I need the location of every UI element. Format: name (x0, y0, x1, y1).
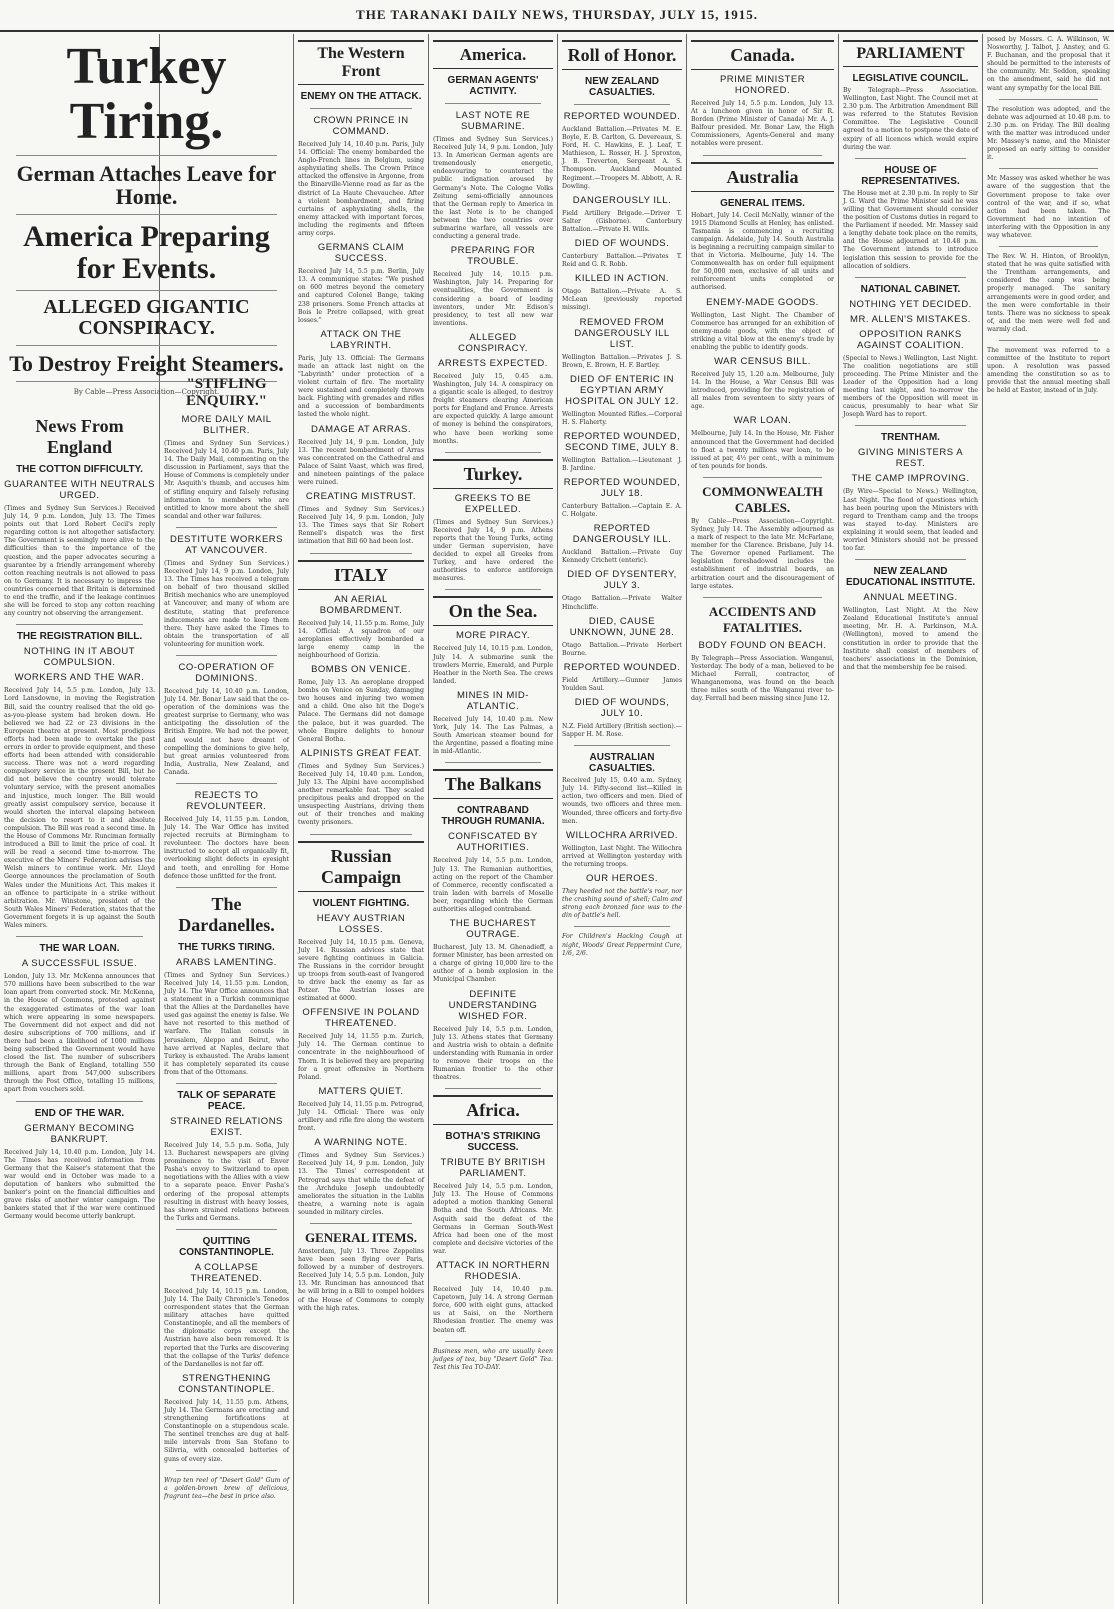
subhead: GREEKS TO BE EXPELLED. (454, 492, 532, 515)
subhead: ALLEGED CONSPIRACY. (458, 331, 528, 354)
subhead: THE TURKS TIRING. (178, 941, 275, 953)
subhead: REPORTED WOUNDED. (563, 111, 681, 122)
section-canada: Canada. (691, 40, 834, 70)
subhead: VIOLENT FIGHTING. (312, 897, 410, 909)
section-turkey: Turkey. (433, 459, 553, 489)
subhead: LAST NOTE RE SUBMARINE. (455, 110, 531, 132)
section-russian-campaign: Russian Campaign (298, 841, 424, 892)
column-4: America. GERMAN AGENTS' ACTIVITY. LAST NOTE RE SUBMARINE. (Times and Sydney Sun Services.) Received July 14, 9 p.m. London, July 13. In American German agents are tremendously energetic, endeavouring to counteract the public indignation aroused by Germany's Note. The Cologne Volks Zeitung semi-officially announces that the German reply to America in the last Note is to be changed between the two countries over submarine warfare, all vessels are conducting a general trade. PREPARING FOR TROUBLE. Received July 14, 10.15 p.m. Washington, July 14. Preparing for eventualities, the Government is considering a board of leading inventors, under Mr. Edison's presidency, to test all new war inventions. ALLEGED CONSPIRACY. ARRESTS EXPECTED. Received July 15, 0.45 a.m. Washington, July 14. A conspiracy on a gigantic scale is alleged, to destroy freight steamers clearing American ports for England and France. Arrests are expected quickly. A large amount of money is behind the conspirators, who have been working some months. Turkey. GREEKS TO BE EXPELLED. (Times and Sydney Sun Services.) Received July 14, 9 p.m. Athens reports that the Young Turks, acting under German supervision, have decided to expel all Greeks from Turkey, and have ordered the authorities to enforce antiforeign measures. On the Sea. MORE PIRACY. Received July 14, 10.15 p.m. London, July 14. A submarine sunk the trawlers Merrie, Emerald, and Purple Heather in the North Sea. The crews landed. MINES IN MID-ATLANTIC. Received July 14, 10.40 p.m. New York, July 14. The Las Palmas, a South American steamer bound for the Argentine, passed a floating mine in mid-Atlantic. The Balkans CONTRABAND THROUGH RUMANIA. CONFISCATED BY AUTHORITIES. Received July 14, 5.5 p.m. London, July 13. The Rumanian authorities, acting on the report of the Chamber of Commerce, recently confiscated a train laden with barrels of Moselle beer, regarding which the German authorities alleged contraband. THE BUCHAREST OUTRAGE. Bucharest, July 13. M. Ghenadieff, a former Minister, has been arrested on a charge of giving 10,000 lire to the author of a bomb explosion in the Municipal Chamber. DEFINITE UNDERSTANDING WISHED FOR. Received July 14, 5.5 p.m. London, July 13. Athens states that Germany and Austria wish to obtain a definite understanding with Rumania in order to remove their troops on the Rumanian frontier to the other theatres. Africa. BOTHA'S STRIKING SUCCESS. TRIBUTE BY BRITISH PARLIAMENT. Received July 14, 5.5 p.m. London, July 13. The House of Commons adopted a motion thanking General Botha and the South Africans. Mr. Asquith said the defeat of the Germans in German South-West Africa had been one of the most complete and decisive victories of the war. ATTACK IN NORTHERN RHODESIA. Received July 14, 10.40 p.m. Capetown, July 14. A strong German force, 600 with eight guns, attacked us at Saisi, on the Northern Rhodesian frontier. The enemy was beaten off. Business men, who are usually keen judges of tea, buy "Desert Gold" Tea. Test this Tea TO-DAY. (429, 34, 557, 1604)
subhead: AUSTRALIAN CASUALTIES. (589, 752, 655, 775)
subhead: ATTACK IN NORTHERN RHODESIA. (436, 1260, 550, 1283)
column-3: The Western Front ENEMY ON THE ATTACK. CROWN PRINCE IN COMMAND. Received July 14, 10.40 p.m. Paris, July 14. Official: The enemy bombarded the Anglo-French lines in Belgium, using asphyxiating shells. The Crown Prince attacked the offensive in Argonne, from the Binarville-Vienne road as far as the district of La Haute Chevauchee. After a violent bombardment, and firing curtains of asphyxiating shells, the enemy attacked with important forces, including the regiments and fifteen army corps. GERMANS CLAIM SUCCESS. Received July 14, 5.5 p.m. Berlin, July 13. A communique states: "We pushed on 600 metres beyond the cemetery and captured Colonel Bange, taking 238 prisoners. Some French attacks at Bois le Pretre collapsed, with great losses." ATTACK ON THE LABYRINTH. Paris, July 13. Official: The Germans made an attack last night on the "Labyrinth" under protection of a violent curtain of fire. The mortality were sustained and completely thrown back. Fighting with grenades and rifles and a succession of bombardments lasted the whole night. DAMAGE AT ARRAS. Received July 14, 9 p.m. London, July 13. The recent bombardment of Arras was concentrated on the Cathedral and Palace of Saint Vaast, which was fired, and nineteen paintings of the palace were ruined. CREATING MISTRUST. (Times and Sydney Sun Services.) Received July 14, 9 p.m. London, July 13. The Times says that Sir Robert Rennell's dispatch was the first intimation that Bill 60 had been lost. ITALY AN AERIAL BOMBARDMENT. Received July 14, 11.55 p.m. Rome, July 14. Official: A squadron of our aeroplanes effectively bombarded a large enemy camp in the neighbourhood of Gorizia. BOMBS ON VENICE. Rome, July 13. An aeroplane dropped bombs on Venice on Sunday, damaging two houses and injuring two women and a child. One also hit the Doge's Palace. The Germans did not damage the palace, but it was guarded. The whole Empire delights to honour General Botha. ALPINISTS GREAT FEAT. (Times and Sydney Sun Services.) Received July 14, 10.40 p.m. London, July 13. The Alpini have accomplished another remarkable feat. They scaled precipitous peaks and dropped on the unsuspecting Austrians, driving them out of their trenches and making twenty prisoners. Russian Campaign VIOLENT FIGHTING. HEAVY AUSTRIAN LOSSES. Received July 14, 10.15 p.m. Geneva, July 14. Russian advices state that severe fighting continues in Galicia. The Russians in the corridor brought up troops from south-east of Ivangorod to drive back the enemy as far as Potzer. The Austrian losses are estimated at 6000. OFFENSIVE IN POLAND THREATENED. Received July 14, 11.55 p.m. Zurich, July 14. The German continue to concentrate in the neighbourhood of Thorn. It is believed they are preparing for a great offensive in Northern Poland. MATTERS QUIET. Received July 14, 11.55 p.m. Petrograd, July 14. Official: There was only artillery and rifle fire along the western front. A WARNING NOTE. (Times and Sydney Sun Services.) Received July 14, 9 p.m. London, July 13. The Times' correspondent at Petrograd says that while the defeat of the Archduke Joseph undoubtedly ameliorates the situation in the Lublin theatre, a warning note is again sounded in military circles. GENERAL ITEMS. Amsterdam, July 13. Three Zeppelins have been seen flying over Paris, followed by a number of destroyers. Received July 14, 5.5 p.m. London, July 13. Mr. Runciman has announced that he will bring in a Bill to compel holders of the House of Commons to comply with the high rates. (294, 34, 428, 1604)
subhead: MORE PIRACY. (456, 630, 530, 642)
section-africa: Africa. (433, 1095, 553, 1125)
subhead: HEAVY AUSTRIAN LOSSES. (316, 912, 406, 935)
subhead: ANNUAL MEETING. (863, 592, 958, 604)
headline-stifling-enquiry: "STIFLING ENQUIRY." (185, 376, 267, 409)
section-parliament: PARLIAMENT (843, 40, 978, 67)
subhead: MORE DAILY MAIL BLITHER. (181, 414, 272, 436)
subhead: NOTHING YET DECIDED. (849, 298, 972, 310)
subhead: ATTACK ON THE LABYRINTH. (320, 328, 402, 351)
subhead: A COLLAPSE THREATENED. (190, 1261, 263, 1284)
lead-deck-1: German Attaches Leave for Home. (16, 161, 277, 210)
subhead: THE BUCHAREST OUTRAGE. (449, 918, 537, 941)
section-news-from-england: News From England (35, 416, 124, 457)
subhead: ENEMY-MADE GOODS. (706, 296, 819, 308)
column-1: News From England THE COTTON DIFFICULTY. GUARANTEE WITH NEUTRALS URGED. (Times and Sydney Sun Services.) Received July 14, 9 p.m. London, July 13. The Times points out that Lord Robert Cecil's reply regarding cotton is not altogether satisfactory. The Government is seemingly more alive to the difficulties than to the importance of the question, and the paper advocates securing a guarantee by a friendly arrangement whereby cotton reaching neutrals is not allowed to pass on to Germany. It is necessary to impress the countries concerned that Britain is determined to end the traffic, and if the leakage continues she will be forced to stop any cotton reaching any country not observing the arrangement. THE REGISTRATION BILL. NOTHING IN IT ABOUT COMPULSION. WORKERS AND THE WAR. Received July 14, 5.5 p.m. London, July 13. Lord Lansdowne, in moving the Registration Bill, said the country realised that the old go-as-you-please system had broken down. He believed we had 22 or 23 divisions in the European theatre at present. Most prodigious efforts had been made to overtake the past errors in order to provide equipment, and these efforts had been attended with considerable success. There was not a word regarding compulsory service in the present Bill, but he did not believe the country would tolerate voluntary service, with the present anomalies and injustice, much longer. The Bill would greatly assist compulsory service, because it would shorten the interval elapsing between the decision to resort to it and absolute compulsion. The Bill was read a second time. In the House of Commons Mr. Runciman formally introduced a Bill to limit the price of coal. It will be read a second time to-morrow. The executive of the Miners' Federation advises the Welsh miners to continue work. Mr. Lloyd George announces the proclamation of South Wales under the Munitions Act. This makes it an offence to participate in a strike without arbitration. Mr. Winstone, president of the South Wales Miners' Federation, states that the Government forgets it is up against the South Wales miners. THE WAR LOAN. A SUCCESSFUL ISSUE. London, July 13. Mr. McKenna announces that 570 millions have been subscribed to the war loan apart from converted stock. Mr. McKenna, in the House of Commons, protested against the exaggerated estimates of the war loan which were appearing in some newspapers. The Government did not expect and did not desire subscriptions of 700 millions, and if there had been a likelihood of 1000 millions being subscribed the Government would have closed the list. The number of subscribers through the Bank of England, totalling 550 millions, apart from 547,000 subscribers through the Post Office, totalling 15 millions, apart from vouchers sold. END OF THE WAR. GERMANY BECOMING BANKRUPT. Received July 14, 10.40 p.m. London, July 14. The Times has received information from Germany that the Kaiser's statement that the war would end in October was made to a deputation of bankers who submitted the banker's point on the financial difficulties and grave risks of another winter campaign. The bankers stated that if the war were continued Germany would become utterly bankrupt. (4, 416, 155, 1221)
subhead: CO-OPERATION OF DOMINIONS. (178, 661, 275, 684)
section-balkans: The Balkans (433, 769, 553, 799)
subhead: A SUCCESSFUL ISSUE. (21, 958, 138, 970)
subhead: GENERAL ITEMS. (720, 197, 805, 209)
subhead: CONFISCATED BY AUTHORITIES. (448, 831, 538, 854)
subhead: TRENTHAM. (881, 432, 940, 444)
subhead: PREPARING FOR TROUBLE. (450, 245, 536, 268)
section-accidents-fatalities: ACCIDENTS AND FATALITIES. (708, 603, 817, 635)
lead-headline: Turkey Tiring. (66, 38, 227, 150)
subhead: STRENGTHENING CONSTANTINOPLE. (178, 1372, 275, 1395)
subhead: DANGEROUSLY ILL. (572, 194, 672, 206)
subhead: MATTERS QUIET. (318, 1085, 404, 1097)
subhead: OUR HEROES. (585, 873, 658, 885)
subhead: NATIONAL CABINET. (860, 283, 961, 295)
section-general-items: GENERAL ITEMS. (305, 1229, 417, 1245)
column-6: Canada. PRIME MINISTER HONORED. Received July 14, 5.5 p.m. London, July 13. At a luncheon given in honor of Sir R. Borden (Prime Minister of Canada) Mr. A. J. Balfour presided. Mr. Bonar Law, the High Commissioners, Agents-General and many notables were present. Australia GENERAL ITEMS. Hobart, July 14. Cecil McNally, winner of the 1915 Diamond Sculls at Henley, has enlisted. Tasmania is commencing a recruiting campaign. Adelaide, July 14. South Australia is beginning a recruiting campaign similar to that in Victoria. Melbourne, July 14. The Commonwealth has on order full equipment for 50,000 men, exclusive of all units and reinforcement units completed or authorised. ENEMY-MADE GOODS. Wellington, Last Night. The Chamber of Commerce has arranged for an exhibition of enemy-made goods, with the object of striking a vital blow at the enemy's trade by enabling the public to identify goods. WAR CENSUS BILL. Received July 15, 1.20 a.m. Melbourne, July 14. In the House, a War Census Bill was introduced, providing for the registration of all males from seventeen to sixty years of age. WAR LOAN. Melbourne, July 14. In the House, Mr. Fisher announced that the Government had decided to float a twenty millions war loan, to be issued at par, 4½ per cent., with a minimum of ten pounds for bonds. COMMONWEALTH CABLES. By Cable—Press Association—Copyright. Sydney, July 14. The Assembly adjourned as a mark of respect to the late Mr. McFarlane, member for the Clarence. Brisbane, July 14. The Governor opened Parliament. The legislation foreshadowed includes the establishment of industrial boards, an arbitration court and the discouragement of large estates. ACCIDENTS AND FATALITIES. BODY FOUND ON BEACH. By Telegraph—Press Association. Wanganui, Yesterday. The body of a man, believed to be Michael Ferrall, contractor, of Whanganomona, was found on the beach three miles south of the Wanganui river to-day. Ferrall had been missing since June 12. (687, 34, 838, 1604)
advert-peppermint-cure: For Children's Hacking Cough at night, Woods' Great Peppermint Cure, 1/6, 2/6. (562, 933, 682, 957)
subhead: THE CAMP IMPROVING. (851, 473, 970, 485)
subhead: REJECTS TO REVOLUNTEER. (186, 790, 267, 812)
subhead: MINES IN MID-ATLANTIC. (457, 689, 529, 712)
subhead: GERMAN AGENTS' ACTIVITY. (447, 75, 539, 97)
subhead: CROWN PRINCE IN COMMAND. (313, 115, 409, 137)
press-credit: By Cable—Press Association—Copyright. (73, 388, 220, 397)
subhead: CREATING MISTRUST. (305, 491, 417, 503)
subhead: LEGISLATIVE COUNCIL. (852, 73, 969, 84)
subhead: TALK OF SEPARATE PEACE. (177, 1089, 276, 1112)
subhead: ALPINISTS GREAT FEAT. (300, 747, 422, 759)
subhead: DAMAGE AT ARRAS. (310, 423, 412, 435)
subhead: ENEMY ON THE ATTACK. (300, 91, 422, 102)
subhead: BOMBS ON VENICE. (311, 664, 411, 676)
subhead: REMOVED FROM DANGEROUSLY ILL LIST. (574, 316, 670, 350)
section-commonwealth-cables: COMMONWEALTH CABLES. (702, 483, 823, 515)
subhead: STRAINED RELATIONS EXIST. (170, 1115, 283, 1138)
subhead: DIED OF WOUNDS, JULY 10. (574, 697, 670, 719)
section-australia: Australia (691, 162, 834, 192)
subhead: HOUSE OF REPRESENTATIVES. (861, 164, 960, 187)
subhead: NEW ZEALAND EDUCATIONAL INSTITUTE. (845, 566, 976, 589)
column-8: posed by Messrs. C. A. Wilkinson, W. Nosworthy, J. Talbot, J. Anstey, and G. F. Buchanan, and the proposal that it should be permitted to the interests of the community. Mr. Seddon, speaking on the amendment, said he did not want any sympathy for the local Bill. The resolution was adopted, and the debate was adjourned at 10.48 p.m. to 2.30 p.m. on Friday. The Bill dealing with the matter was introduced under Mr. Massey's name, and the Minister proposed an early sitting to consider it. Mr. Massey was asked whether he was aware of the suggestion that the Government propose to take over control of the war, and if so, what action had been taken. The Government had no intention of interfering with the Opposition in any way whatever. The Rev. W. H. Hinton, of Brooklyn, stated that he was quite satisfied with the Trentham arrangements, and considered the camp was being properly managed. The sanitary arrangements were in good order, and the men were comfortable in their tents. There was no sickness to speak of, and the men were well fed and warmly clad. The movement was referred to a committee of the Institute to report upon. A resolution was passed amending the constitution so as to provide that the annual meeting shall be held at Easter, instead of in July. (987, 36, 1110, 395)
column-2: "STIFLING ENQUIRY." MORE DAILY MAIL BLITHER. (Times and Sydney Sun Services.) Received July 14, 10.40 p.m. Paris, July 14. The Daily Mail, commenting on the discussion in Parliament, says that the House of Commons is completely under Mr. Asquith's thumb, and accuses him of stifling enquiry and falsely refusing information to members who are entitled to know more about the shell scandal and other war failures. DESTITUTE WORKERS AT VANCOUVER. (Times and Sydney Sun Services.) Received July 14, 9 p.m. London, July 13. The Times has received a telegram on behalf of two thousand skilled British mechanics who are unemployed at Vancouver, and many of whom are destitute, stating that preference inducements are made to keep them there. They have asked the Times to obtain the transportation of all volunteering for munition work. CO-OPERATION OF DOMINIONS. Received July 14, 10.40 p.m. London, July 14. Mr. Bonar Law said that the co-operation of the dominions was the greatest surprise to Germany, who was anticipating the dissolution of the British Empire. We had not the power, and would not have dreamt of compelling the dominions to give help, but great armies volunteered from India, Australia, New Zealand, and Canada. REJECTS TO REVOLUNTEER. Received July 14, 11.55 p.m. London, July 14. The War Office has invited rejected recruits at Birmingham to revolunteer. The doctors have been instructed to accept all organically fit, overlooking slight defects in eyesight and teeth, and enrolling for Home defence those unfitted for the front. The Dardanelles. THE TURKS TIRING. ARABS LAMENTING. (Times and Sydney Sun Services.) Received July 14, 11.55 p.m. London, July 14. The War Office announces that a statement in a Turkish communique that the Allies at the Dardanelles have used gas against the enemy is false. We have not resorted to this method of warfare. The Italian consuls in Jerusalem, Aleppo and Beirut, who have arrived at Naples, declare that Turkey is exhausted. The Arabs lament it has completely separated its cause from that of the Ottomans. TALK OF SEPARATE PEACE. STRAINED RELATIONS EXIST. Received July 14, 5.5 p.m. Sofia, July 13. Bucharest newspapers are giving prominence to the visit of Enver Pasha's envoy to Switzerland to open negotiations with the Allies with a view to a separate peace. Enver Pasha's ordering of the proposal attempts resulting in distrust with heavy losses, has shown strained relations between the Turks and Germans. QUITTING CONSTANTINOPLE. A COLLAPSE THREATENED. Received July 14, 10.15 p.m. London, July 14. The Daily Chronicle's Tenedos correspondent states that the German military attaches have quitted Constantinople, and all the members of the diplomatic corps except the Austrian have also been removed. It is reported that the Turks are discovering that the collapse of the Turks' defence of the Dardanelles is not far off. STRENGTHENING CONSTANTINOPLE. Received July 14, 11.55 p.m. Athens, July 14. The Germans are erecting and strengthening fortifications at Constantinople on a stupendous scale. The sentinel trenches are dug at half-mile intervals from San Stefano to Silivria, with concealed batteries of guns of every size. Wrap ten reel of "Desert Gold" Gum of a golden-brown brew of delicious, fragrant tea—the best in price also. (164, 376, 289, 1500)
subhead: THE COTTON DIFFICULTY. (16, 464, 143, 475)
subhead: GUARANTEE WITH NEUTRALS URGED. (4, 479, 155, 501)
advert-desert-gold: Wrap ten reel of "Desert Gold" Gum of a golden-brown brew of delicious, fragrant tea—the best in price also. (164, 1476, 289, 1500)
section-western-front: The Western Front (298, 40, 424, 85)
lead-deck-3: ALLEGED GIGANTIC CONSPIRACY. (43, 296, 250, 340)
subhead: OPPOSITION RANKS AGAINST COALITION. (856, 328, 964, 351)
subhead: A WARNING NOTE. (314, 1137, 408, 1149)
subhead: GIVING MINISTERS A REST. (857, 447, 964, 470)
subhead: DESTITUTE WORKERS AT VANCOUVER. (169, 533, 283, 556)
lead-headline-block (0, 34, 293, 404)
subhead: REPORTED WOUNDED. (563, 661, 681, 673)
section-roll-of-honor: Roll of Honor. (562, 40, 682, 70)
subhead: DEFINITE UNDERSTANDING WISHED FOR. (448, 988, 538, 1022)
subhead: THE REGISTRATION BILL. (16, 631, 143, 643)
subhead: REPORTED WOUNDED, SECOND TIME, JULY 8. (563, 430, 681, 453)
subhead: CONTRABAND THROUGH RUMANIA. (441, 805, 545, 828)
subhead: REPORTED DANGEROUSLY ILL. (572, 523, 672, 546)
subhead: AN AERIAL BOMBARDMENT. (319, 593, 403, 616)
column-5: Roll of Honor. NEW ZEALAND CASUALTIES. REPORTED WOUNDED. Auckland Battalion.—Privates M. E. Boyle, E. B. Carlton, G. Devereaux, S. Ford, H. C. Hawkins, E. J. Leaf, T. Mathieson, L. Rosser, H. J. Sproxton, J. B. Treverton, Sergeant A. S. Thompson. Auckland Mounted Regiment.—Troopers M. Abbott, A. R. Dowling. DANGEROUSLY ILL. Field Artillery Brigade.—Driver T. Salter (Gisborne). Canterbury Battalion.—Private H. Wills. DIED OF WOUNDS. Canterbury Battalion.—Privates T. Reid and G. R. Robb. KILLED IN ACTION. Otago Battalion.—Private A. S. McLean (previously reported missing). REMOVED FROM DANGEROUSLY ILL LIST. Wellington Battalion.—Privates J. S. Brown, E. Brown, H. F. Bartley. DIED OF ENTERIC IN EGYPTIAN ARMY HOSPITAL ON JULY 12. Wellington Mounted Rifles.—Corporal H. S. Flaherty. REPORTED WOUNDED, SECOND TIME, JULY 8. Wellington Battalion.—Lieutenant J. B. Jardine. REPORTED WOUNDED, JULY 18. Canterbury Battalion.—Captain E. A. C. Holgate. REPORTED DANGEROUSLY ILL. Auckland Battalion.—Private Guy Kennedy Crichett (enteric). DIED OF DYSENTERY, JULY 3. Otago Battalion.—Private Walter Hinchcliffe. DIED, CAUSE UNKNOWN, JUNE 28. Otago Battalion.—Private Herbert Bourne. REPORTED WOUNDED. Field Artillery.—Gunner James Youlden Saul. DIED OF WOUNDS, JULY 10. N.Z. Field Artillery (British section).—Sapper H. M. Rose. AUSTRALIAN CASUALTIES. Received July 15, 0.40 a.m. Sydney, July 14. Fifty-second list—Killed in action, two officers and men. Died of wounds, two officers and three men. Wounded, three officers and forty-five men. WILLOCHRA ARRIVED. Wellington, Last Night. The Willochra arrived at Wellington yesterday with the returning troops. OUR HEROES. They heeded not the battle's roar, nor the crashing sound of shell; Calm and strong each bronzed face was to the din of battle's hell. For Children's Hacking Cough at night, Woods' Great Peppermint Cure, 1/6, 2/6. (558, 34, 686, 1604)
subhead: DIED OF DYSENTERY, JULY 3. (567, 569, 677, 592)
subhead: DIED OF ENTERIC IN EGYPTIAN ARMY HOSPITAL ON JULY 12. (565, 373, 679, 407)
subhead: BODY FOUND ON BEACH. (698, 639, 827, 651)
subhead: THE WAR LOAN. (39, 943, 120, 955)
masthead-text: THE TARANAKI DAILY NEWS, THURSDAY, JULY 15, 1915. (356, 7, 758, 22)
subhead: PRIME MINISTER HONORED. (719, 74, 806, 96)
section-italy: ITALY (298, 560, 424, 590)
section-dardanelles: The Dardanelles. (178, 893, 275, 935)
subhead: DIED OF WOUNDS. (574, 238, 670, 250)
masthead (0, 0, 1114, 32)
section-on-the-sea: On the Sea. (433, 596, 553, 626)
subhead: ARRESTS EXPECTED. (438, 357, 548, 369)
lead-deck-2: America Preparing for Events. (23, 220, 270, 285)
section-america: America. (433, 40, 553, 69)
subhead: OFFENSIVE IN POLAND THREATENED. (302, 1007, 420, 1030)
subhead: GERMANS CLAIM SUCCESS. (317, 242, 405, 265)
subhead: NEW ZEALAND CASUALTIES. (585, 76, 659, 98)
subhead: ARABS LAMENTING. (176, 956, 277, 968)
subhead: QUITTING CONSTANTINOPLE. (179, 1235, 274, 1258)
subhead: WORKERS AND THE WAR. (14, 672, 145, 684)
advert-desert-gold-tea: Business men, who are usually keen judges of tea, buy "Desert Gold" Tea. Test this Tea TO-DAY. (433, 1347, 553, 1371)
subhead: WAR CENSUS BILL. (714, 355, 811, 367)
subhead: GERMANY BECOMING BANKRUPT. (24, 1122, 135, 1145)
subhead: WILLOCHRA ARRIVED. (566, 829, 678, 841)
lead-deck-4: To Destroy Freight Steamers. (9, 351, 284, 377)
subhead: WAR LOAN. (733, 415, 792, 427)
subhead: MR. ALLEN'S MISTAKES. (850, 313, 971, 325)
column-7: PARLIAMENT LEGISLATIVE COUNCIL. By Telegraph—Press Association. Wellington, Last Night. The Council met at 2.30 p.m. The Arbitration Amendment Bill was referred to the Statutes Revision Committee. The Legislative Council agreed to a motion to postpone the date of expiry of all licences which would expire during the war. HOUSE OF REPRESENTATIVES. The House met at 2.30 p.m. In reply to Sir J. G. Ward the Prime Minister said he was willing that Government should consider the position of Customs duties in regard to the Parliament if needed. Mr. Massey said a lengthy debate took place on the remits, and the House adjourned at 10.48 p.m. The Government intends to introduce legislation this session to provide for the allocation of soldiers. NATIONAL CABINET. NOTHING YET DECIDED. MR. ALLEN'S MISTAKES. OPPOSITION RANKS AGAINST COALITION. (Special to News.) Wellington, Last Night. The coalition negotiations are still proceeding. The Prime Minister and the Leader of the Opposition had a long meeting last night, and to-morrow the members of the Opposition will meet in caucus, presumably to hear what Sir Joseph Ward has to report. TRENTHAM. GIVING MINISTERS A REST. THE CAMP IMPROVING. (By Wire—Special to News.) Wellington, Last Night. The flood of questions which has been pouring upon the Ministers with regard to Trentham camp and the troops was stayed to-day. Ministers are explaining it would seem, that leaded and worried Ministers should not be pressed too far. NEW ZEALAND EDUCATIONAL INSTITUTE. ANNUAL MEETING. Wellington, Last Night. At the New Zealand Educational Institute's annual meeting, Mr. H. A. Parkinson, M.A. (Wellington), moved to amend the constitution in order to provide that the Institute shall consist of members of teachers' associations in the Dominion, and that the membership fee be raised. (839, 34, 982, 1604)
subhead: NOTHING IN IT ABOUT COMPULSION. (23, 646, 136, 669)
subhead: REPORTED WOUNDED, JULY 18. (563, 477, 681, 500)
subhead: TRIBUTE BY BRITISH PARLIAMENT. (440, 1157, 546, 1180)
subhead: END OF THE WAR. (34, 1107, 125, 1119)
subhead: KILLED IN ACTION. (574, 273, 670, 285)
subhead: DIED, CAUSE UNKNOWN, JUNE 28. (569, 615, 675, 638)
subhead: BOTHA'S STRIKING SUCCESS. (445, 1131, 541, 1154)
